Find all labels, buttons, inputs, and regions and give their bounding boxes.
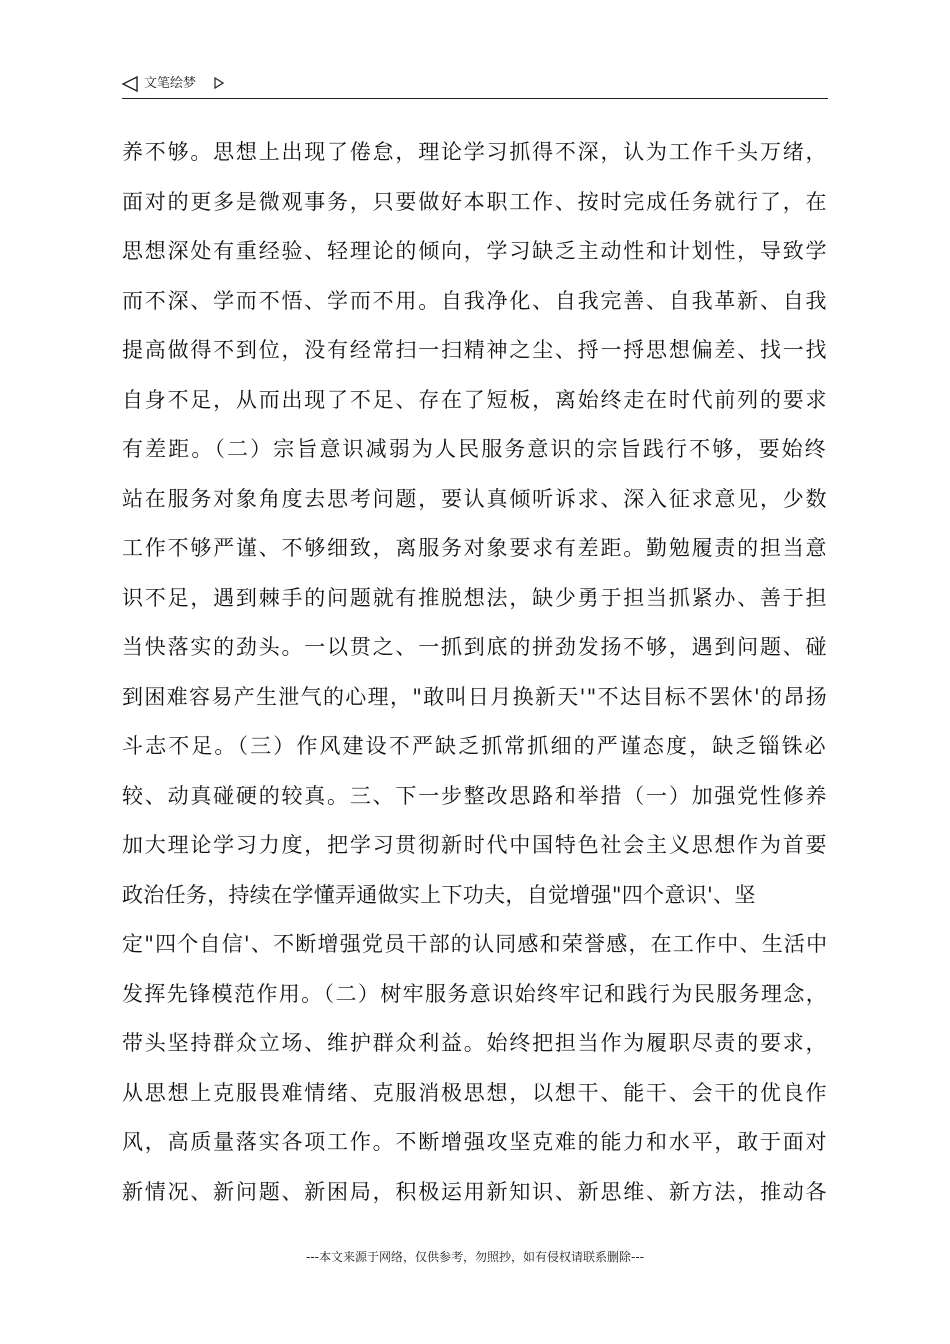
footer-notice: ---本文来源于网络，仅供参考，勿照抄，如有侵权请联系删除--- — [306, 1250, 644, 1264]
body-line: 从思想上克服畏难情绪、克服消极思想，以想干、能干、会干的优良作 — [122, 1080, 829, 1105]
right-triangle-icon — [214, 77, 224, 89]
body-line: 思想深处有重经验、轻理论的倾向，学习缺乏主动性和计划性，导致学 — [122, 239, 829, 263]
body-line: 发挥先锋模范作用。（二）树牢服务意识始终牢记和践行为民服务理念， — [122, 981, 829, 1006]
body-line: 较、动真碰硬的较真。三、下一步整改思路和举措（一）加强党性修养 — [122, 783, 829, 808]
body-line: 工作不够严谨、不够细致，离服务对象要求有差距。勤勉履责的担当意 — [122, 536, 829, 560]
header-brand: 文笔绘梦 — [144, 76, 197, 91]
document-body — [122, 128, 834, 1217]
body-line: 新情况、新问题、新困局，积极运用新知识、新思维、新方法，推动各 — [122, 1179, 829, 1204]
body-line: 当快落实的劲头。一以贯之、一抓到底的拼劲发扬不够，遇到问题、碰 — [122, 635, 829, 659]
body-line: 站在服务对象角度去思考问题，要认真倾听诉求、深入征求意见，少数 — [122, 486, 829, 511]
body-line: 风，高质量落实各项工作。不断增强攻坚克难的能力和水平，敢于面对 — [122, 1130, 829, 1154]
body-line: 加大理论学习力度，把学习贯彻新时代中国特色社会主义思想作为首要 — [122, 833, 829, 857]
body-line: 养不够。思想上出现了倦怠，理论学习抓得不深，认为工作千头万绪， — [122, 140, 829, 164]
body-line: 带头坚持群众立场、维护群众利益。始终把担当作为履职尽责的要求， — [122, 1031, 829, 1055]
body-line: 而不深、学而不悟、学而不用。自我净化、自我完善、自我革新、自我 — [122, 288, 829, 313]
body-line: 识不足，遇到棘手的问题就有推脱想法，缺少勇于担当抓紧办、善于担 — [122, 585, 829, 610]
body-line: 提高做得不到位，没有经常扫一扫精神之尘、捋一捋思想偏差、找一找 — [122, 338, 829, 362]
body-line: 面对的更多是微观事务，只要做好本职工作、按时完成任务就行了，在 — [122, 189, 829, 214]
body-line: 定"四个自信'、不断增强党员干部的认同感和荣誉感，在工作中、生活中 — [122, 932, 829, 956]
body-line: 到困难容易产生泄气的心理，"敢叫日月换新天'"不达目标不罢休'的昂扬 — [122, 684, 829, 709]
page-header — [122, 74, 828, 99]
body-line: 政治任务，持续在学懂弄通做实上下功夫，自觉增强"四个意识'、坚 — [122, 882, 756, 907]
body-line: 自身不足，从而出现了不足、存在了短板，离始终走在时代前列的要求 — [122, 387, 829, 412]
body-line: 有差距。（二）宗旨意识减弱为人民服务意识的宗旨践行不够，要始终 — [122, 437, 828, 461]
left-triangle-icon — [122, 76, 138, 92]
body-line: 斗志不足。（三）作风建设不严缺乏抓常抓细的严谨态度，缺乏锱铢必 — [122, 734, 828, 758]
